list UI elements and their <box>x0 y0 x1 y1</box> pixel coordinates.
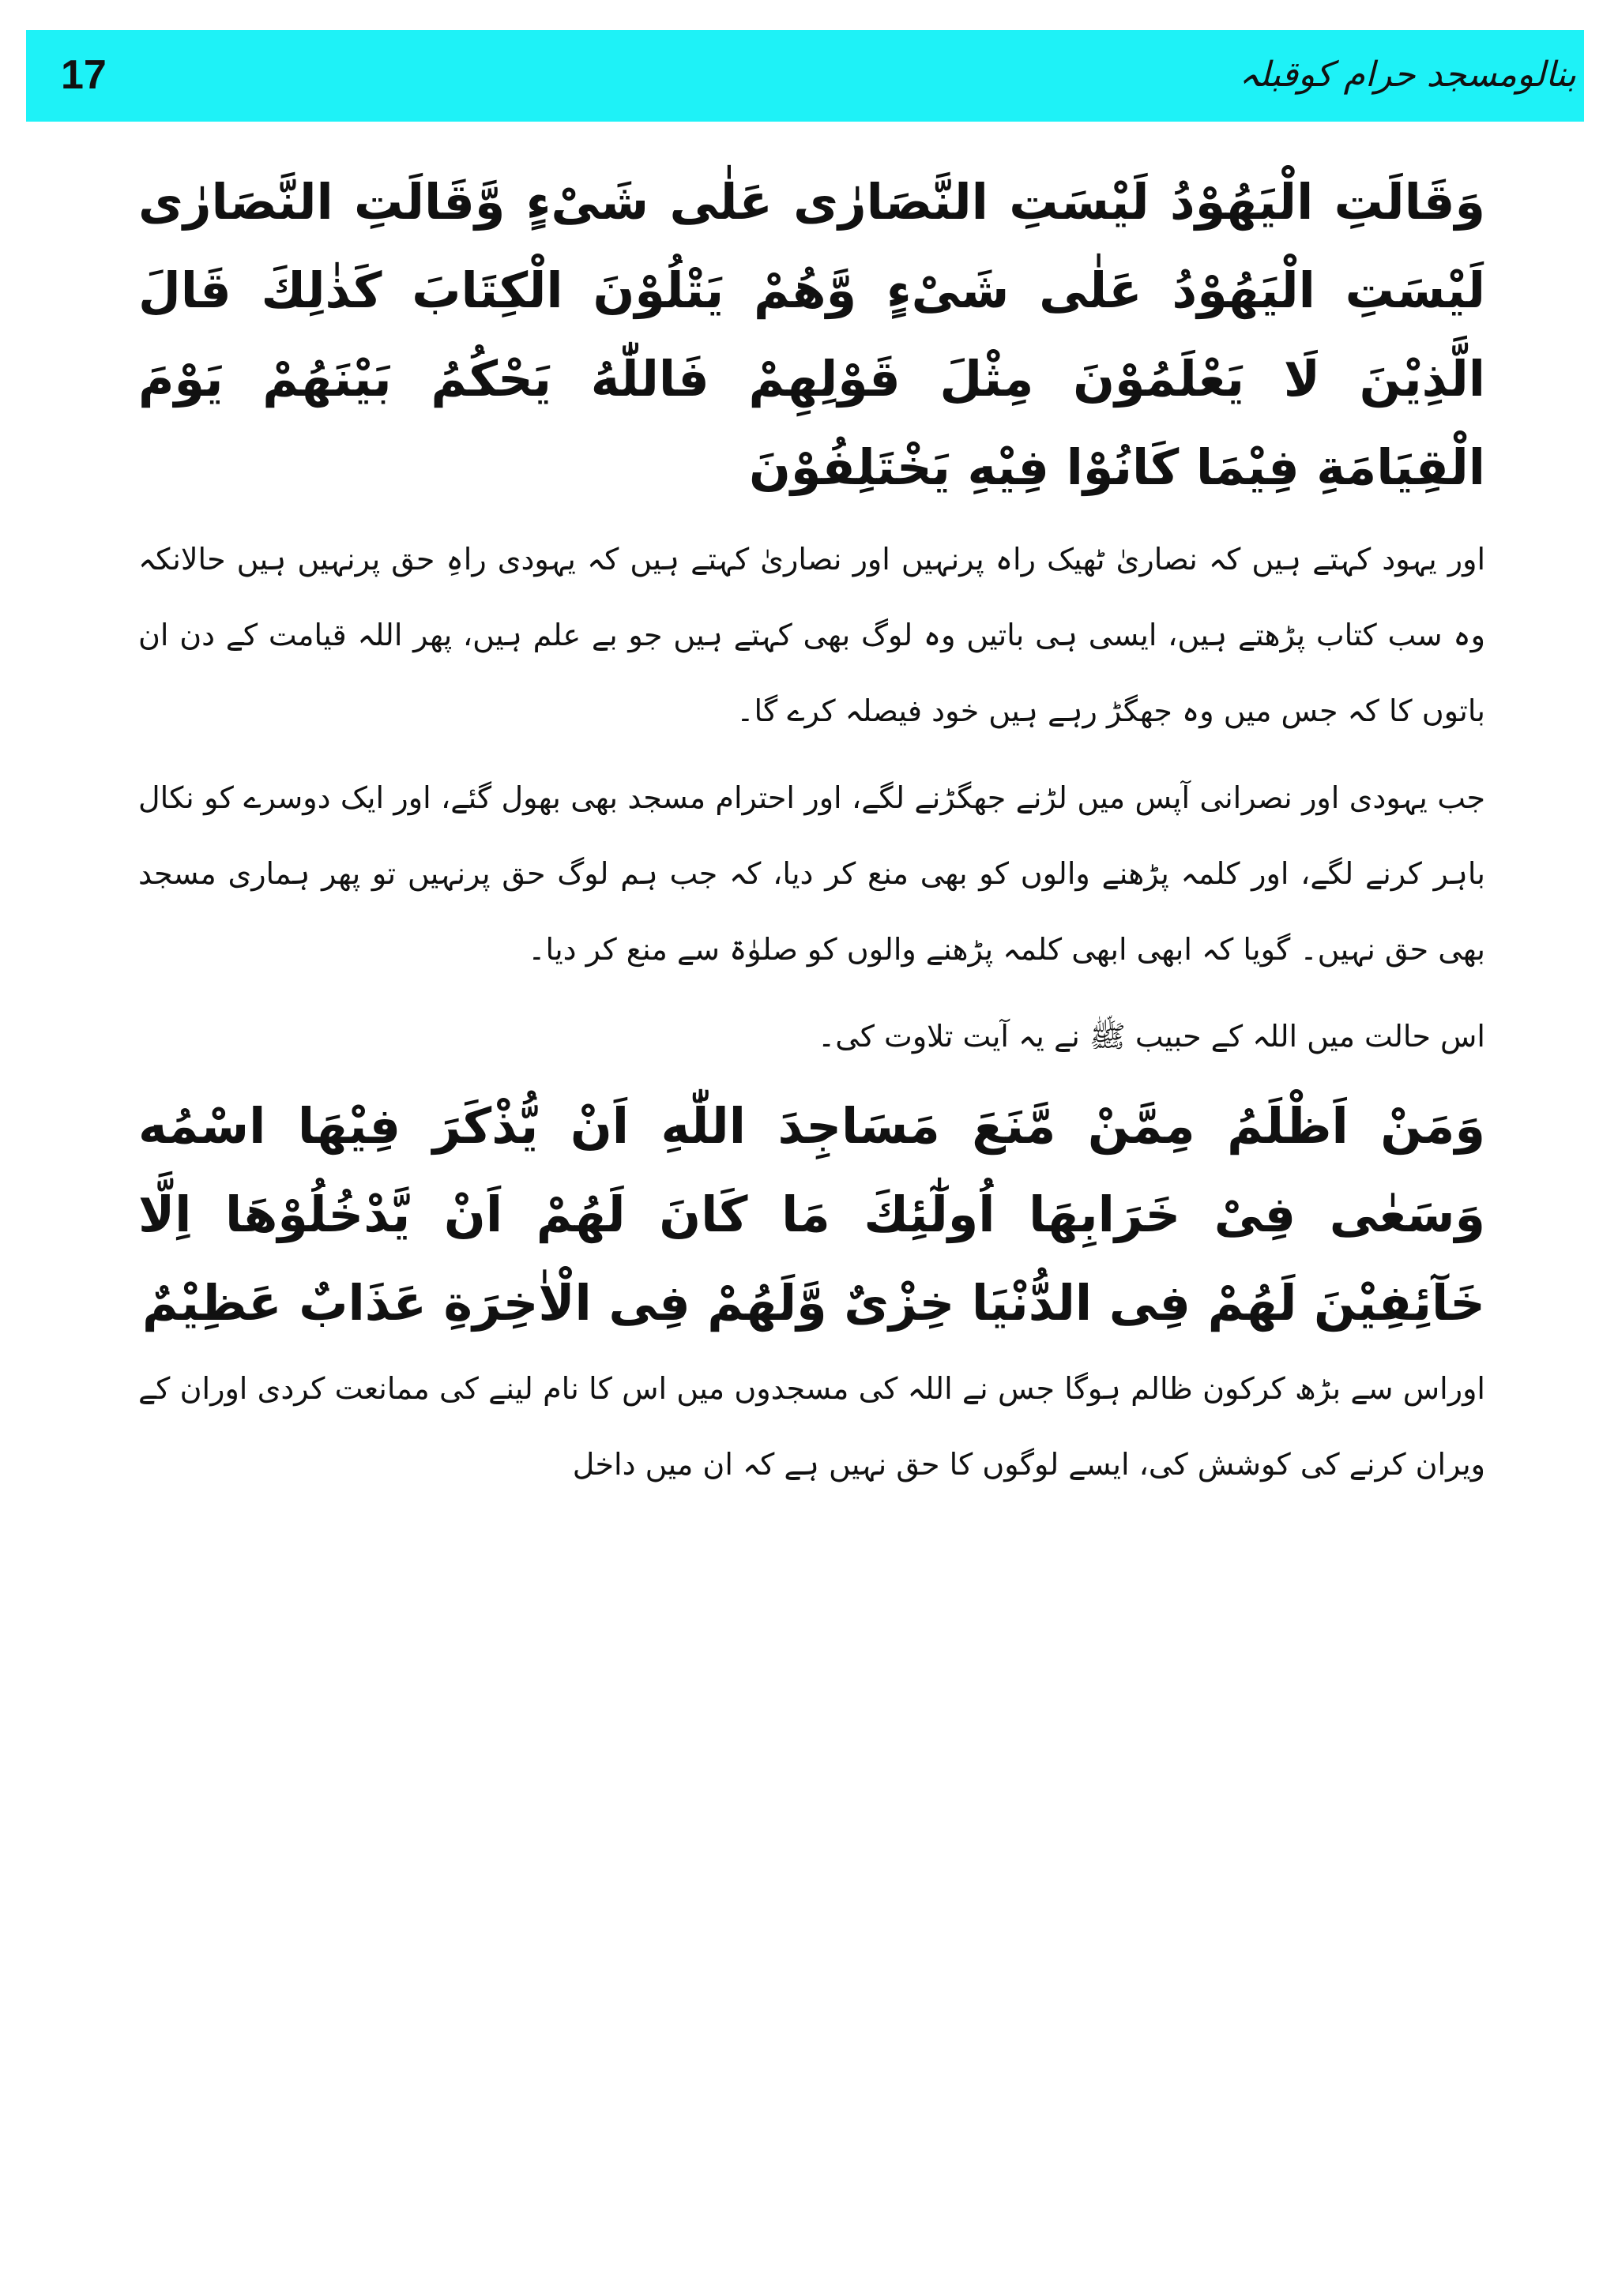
commentary-paragraph-1: جب یہودی اور نصرانی آپس میں لڑنے جھگڑنے لگے، اور احترام مسجد بھی بھول گئے، اور ایک دوسرے کو نکال باہر کرنے لگے، اور کلمہ پڑھنے والوں کو بھی منع کر دیا، کہ جب ہم لوگ حق پرنہیں تو پھر ہماری مسجد بھی حق نہیں۔ گویا کہ ابھی ابھی کلمہ پڑھنے والوں کو صلوٰۃ سے منع کر دیا۔ <box>138 780 1485 967</box>
header-bar <box>26 30 1584 122</box>
commentary-paragraph-2: اس حالت میں اللہ کے حبیب ﷺ نے یہ آیت تلاوت کی۔ <box>817 1019 1485 1054</box>
quran-verse-2: وَمَنْ اَظْلَمُ مِمَّنْ مَّنَعَ مَسَاجِدَ اللّٰهِ اَنْ يُّذْكَرَ فِيْهَا اسْمُه وَسَعٰى فِىْ خَرَابِهَا اُولٰٓئِكَ مَا كَانَ لَهُمْ اَنْ يَّدْخُلُوْهَا اِلَّا خَآئِفِيْنَ لَهُمْ فِى الدُّنْيَا خِزْىٌ وَّلَهُمْ فِى الْاٰخِرَةِ عَذَابٌ عَظِيْمٌ <box>138 1097 1485 1332</box>
page-number: 17 <box>61 52 107 98</box>
quran-verse-1: وَقَالَتِ الْيَهُوْدُ لَيْسَتِ النَّصَارٰى عَلٰى شَىْءٍ وَّقَالَتِ النَّصَارٰى لَيْسَتِ الْيَهُوْدُ عَلٰى شَىْءٍ وَّهُمْ يَتْلُوْنَ الْكِتَابَ كَذٰلِكَ قَالَ الَّذِيْنَ لَا يَعْلَمُوْنَ مِثْلَ قَوْلِهِمْ فَاللّٰهُ يَحْكُمُ بَيْنَهُمْ يَوْمَ الْقِيَامَةِ فِيْمَا كَانُوْا فِيْهِ يَخْتَلِفُوْنَ <box>138 173 1485 496</box>
page-body <box>138 158 1485 1513</box>
running-title: بنالومسجد حرام کوقبلہ <box>1239 54 1576 95</box>
translation-paragraph-1: اور یہود کہتے ہیں کہ نصاریٰ ٹھیک راہ پرنہیں اور نصاریٰ کہتے ہیں کہ یہودی راہِ حق پرنہیں ہیں حالانکہ وہ سب کتاب پڑھتے ہیں، ایسی ہی باتیں وہ لوگ بھی کہتے ہیں جو بے علم ہیں، پھر اللہ قیامت کے دن ان باتوں کا کہ جس میں وہ جھگڑ رہے ہیں خود فیصلہ کرے گا۔ <box>138 542 1485 728</box>
translation-paragraph-2: اوراس سے بڑھ کرکون ظالم ہوگا جس نے اللہ کی مسجدوں میں اس کا نام لینے کی ممانعت کردی اوران کے ویران کرنے کی کوشش کی، ایسے لوگوں کا حق نہیں ہے کہ ان میں داخل <box>138 1371 1485 1482</box>
